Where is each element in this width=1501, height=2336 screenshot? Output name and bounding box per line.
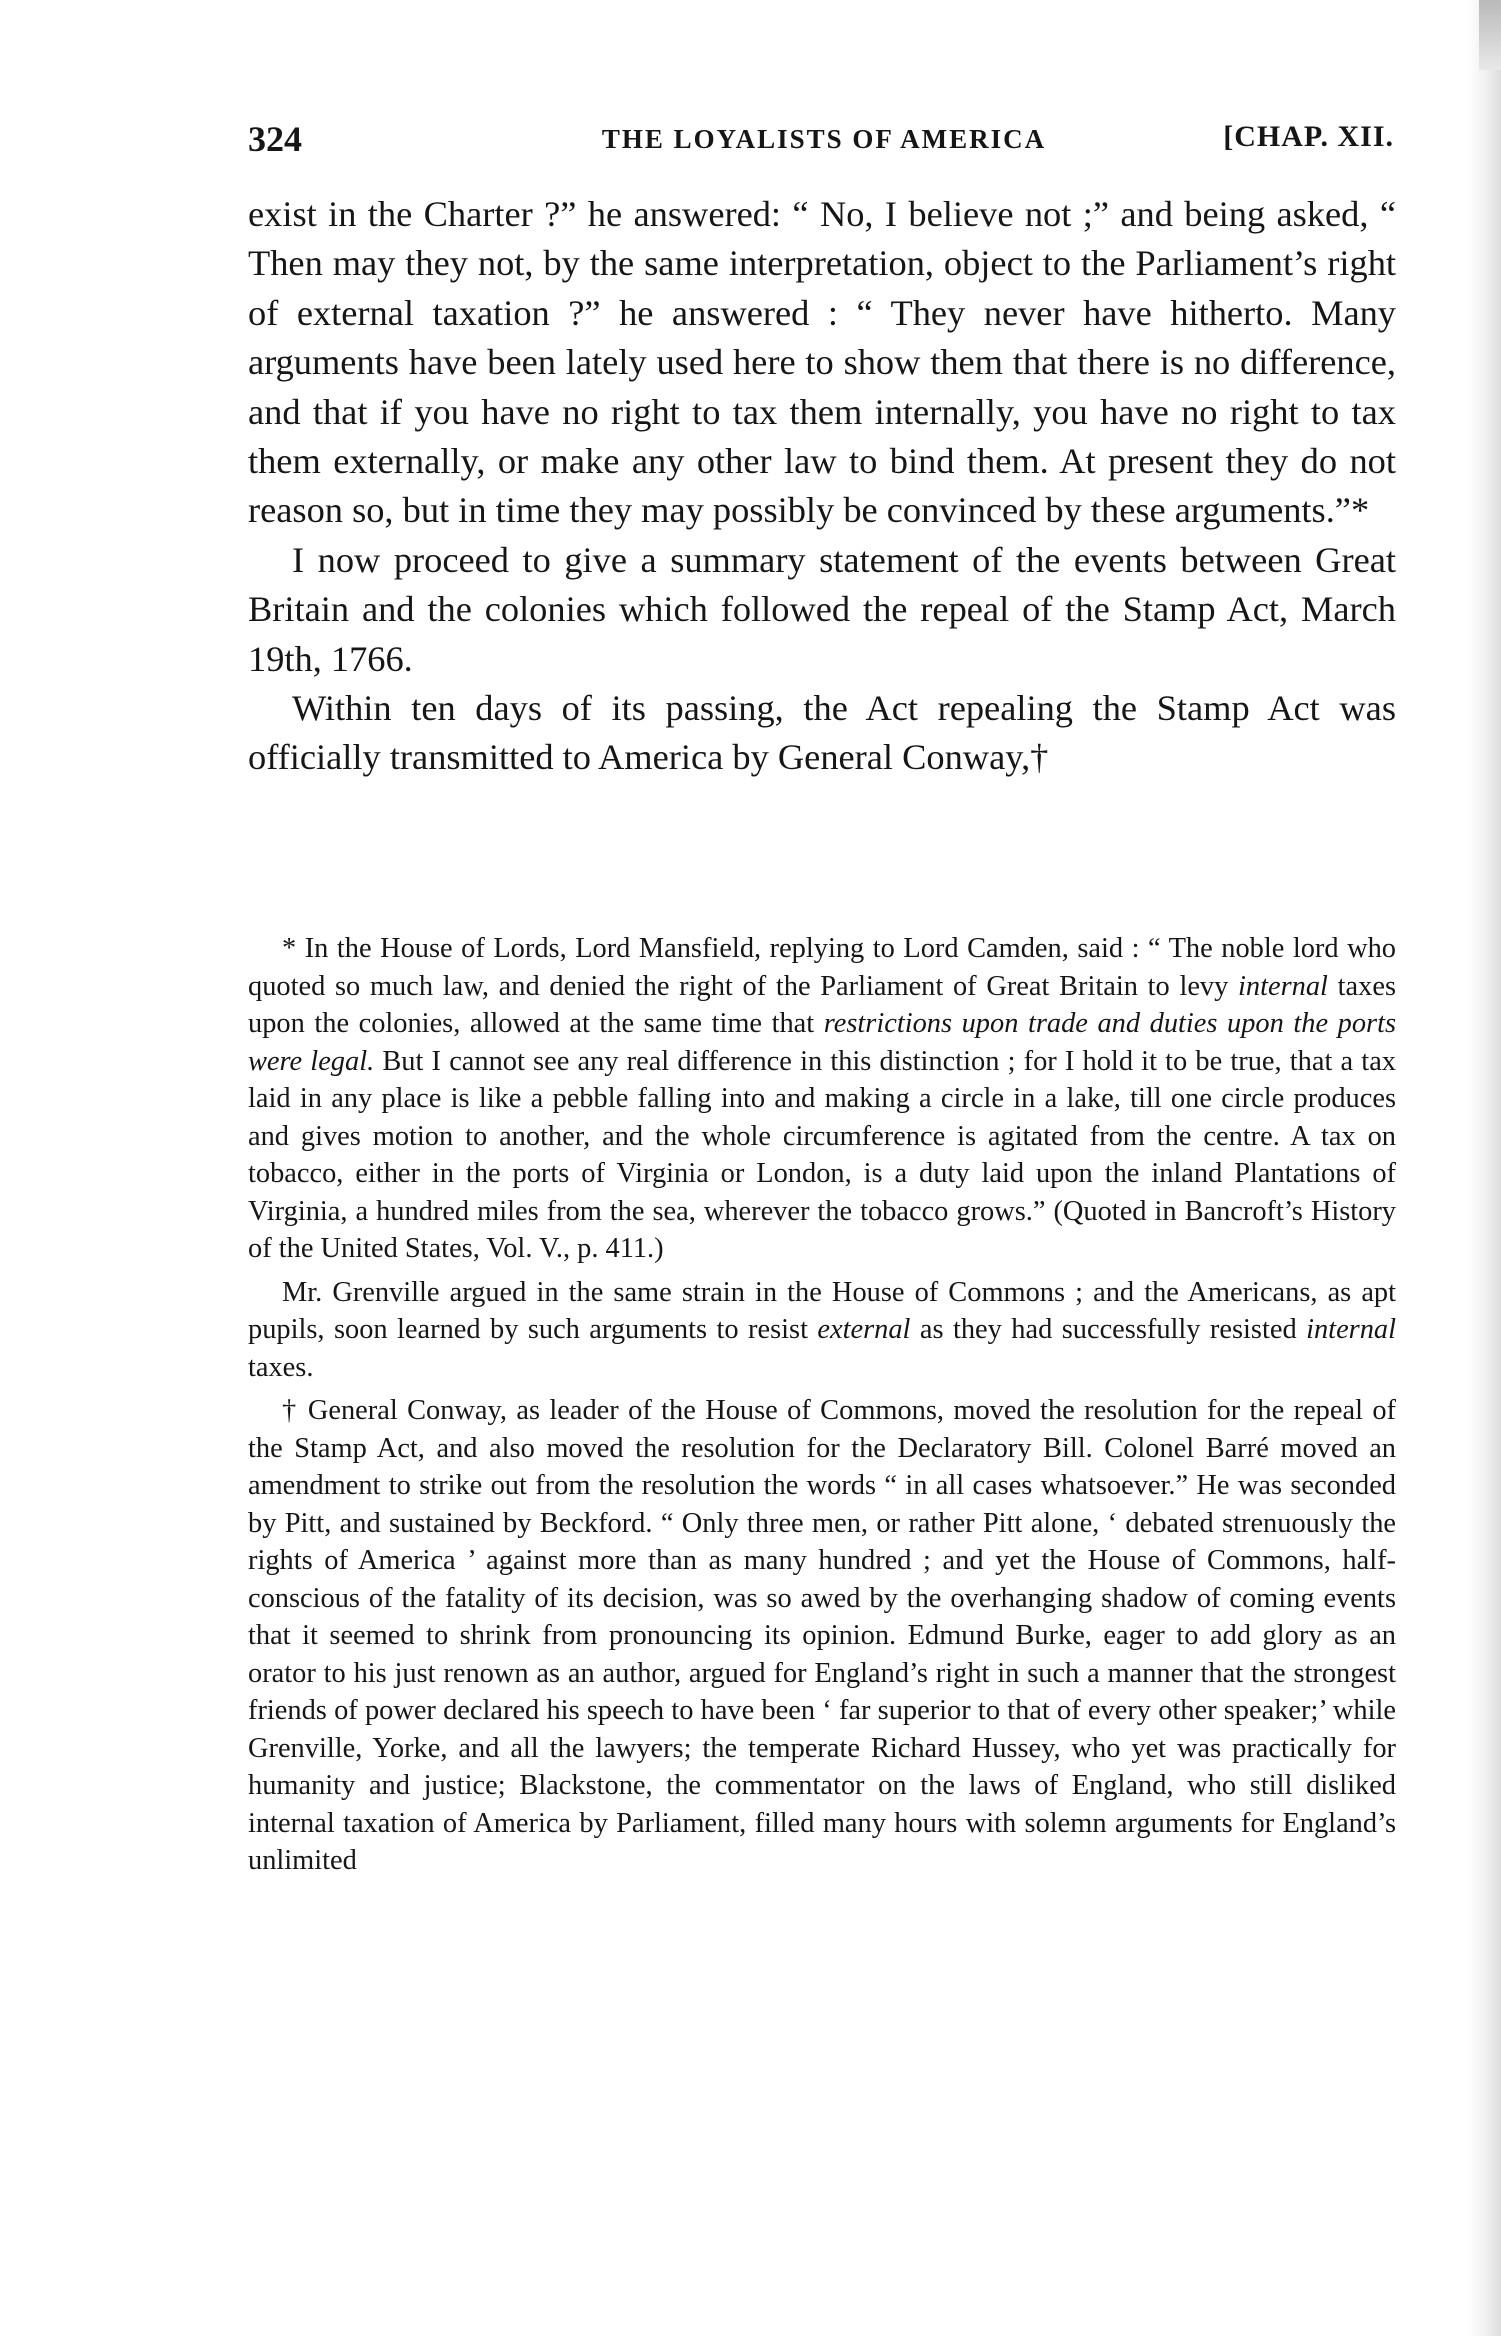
footnote-1-continued	[248, 1274, 1396, 1387]
footnote-dagger: † General Conway, as leader of the House of Commons, moved the resolution for the repeal of the Stamp Act, and also moved the resolution for the Declaratory Bill. Colonel Barré moved an amendment to strike out from the resolution the words “ in all cases whatsoever.” He was seconded by Pitt, and sustained by Beckford. “ Only three men, or rather Pitt alone, ‘ debated strenuously the rights of America ’ against more than as many hundred ; and yet the House of Commons, half-conscious of the fatality of its decision, was so awed by the overhanging shadow of coming events that it seemed to shrink from pronouncing its opinion. Edmund Burke, eager to add glory as an orator to his just renown as an author, argued for England’s right in such a manner that the strongest friends of power declared his speech to have been ‘ far superior to that of every other speaker;’ while Grenville, Yorke, and all the lawyers; the temperate Richard Hussey, who yet was practically for humanity and justice; Blackstone, the commentator on the laws of England, who still disliked internal taxation of America by Parliament, filled many hours with solemn arguments for England’s unlimited	[248, 1395, 1396, 1876]
footnote-2-text-a: Mr. Grenville argued in the same strain in the House of Commons ; and the Americans, as apt pupils, soon learned by such arguments to resist	[248, 1276, 1396, 1345]
page-number: 324	[248, 119, 302, 159]
paragraph-2: I now proceed to give a summary statement of the events between Great Britain and the colonies which followed the repeal of the Stamp Act, March 19th, 1766.	[248, 539, 1396, 679]
footnote-1-italic-internal: internal	[1238, 970, 1328, 1002]
chapter-label: [CHAP. XII.	[1223, 120, 1394, 153]
footnote-2-text-e: taxes.	[248, 1351, 314, 1383]
page-edge-shadow	[1467, 0, 1501, 2336]
running-title: THE LOYALISTS OF AMERICA	[601, 124, 1047, 154]
footnote-2-italic-external: external	[817, 1314, 911, 1345]
footnotes	[248, 930, 1396, 1886]
paragraph-1: exist in the Charter ?” he answered: “ No, I believe not ;” and being asked, “ Then may they not, by the same interpretation, object to the Parliament’s right of external taxation ?” he answered : “ They never have hitherto. Many arguments have been lately used here to show them that there is no difference, and that if you have no right to tax them internally, you have no right to tax them externally, or make any other law to bind them. At present they do not reason so, but in time they may possibly be convinced by these arguments.”*	[248, 194, 1396, 531]
footnote-1-text-e: But I cannot see any real difference in this distinction ; for I hold it to be true, that a tax laid in any place is like a pebble falling into and making a circle in a lake, till one circle produces and gives motion to another, and the whole circumference is agitated from the centre. A tax on tobacco, either in the ports of Virginia or London, is a duty laid upon the inland Plantations of Virginia, a hundred miles from the sea, wherever the tobacco grows.” (Quoted in Bancroft’s History of the United States, Vol. V., p. 411.)	[248, 1045, 1396, 1264]
footnote-2-italic-internal: internal	[1306, 1314, 1396, 1345]
footnote-1-text-a: * In the House of Lords, Lord Mansfield, replying to Lord Camden, said : “ The noble lord who quoted so much law, and denied the right of the Parliament of Great Britain to levy	[248, 933, 1396, 1002]
footnote-1-italic-restrictions: restrictions upon trade and duties upon the ports were legal.	[248, 1008, 1396, 1077]
running-header	[248, 118, 1400, 170]
footnote-1	[248, 930, 1396, 1268]
footnote-1-text-c: taxes upon the colonies, allowed at the same time that	[248, 970, 1396, 1039]
main-text	[248, 190, 1396, 783]
footnote-2-text-c: as they had successfully resisted	[910, 1314, 1307, 1345]
page-corner-shadow	[1479, 0, 1501, 70]
paragraph-3: Within ten days of its passing, the Act repealing the Stamp Act was officially transmitted to America by General Conway,†	[248, 688, 1396, 778]
